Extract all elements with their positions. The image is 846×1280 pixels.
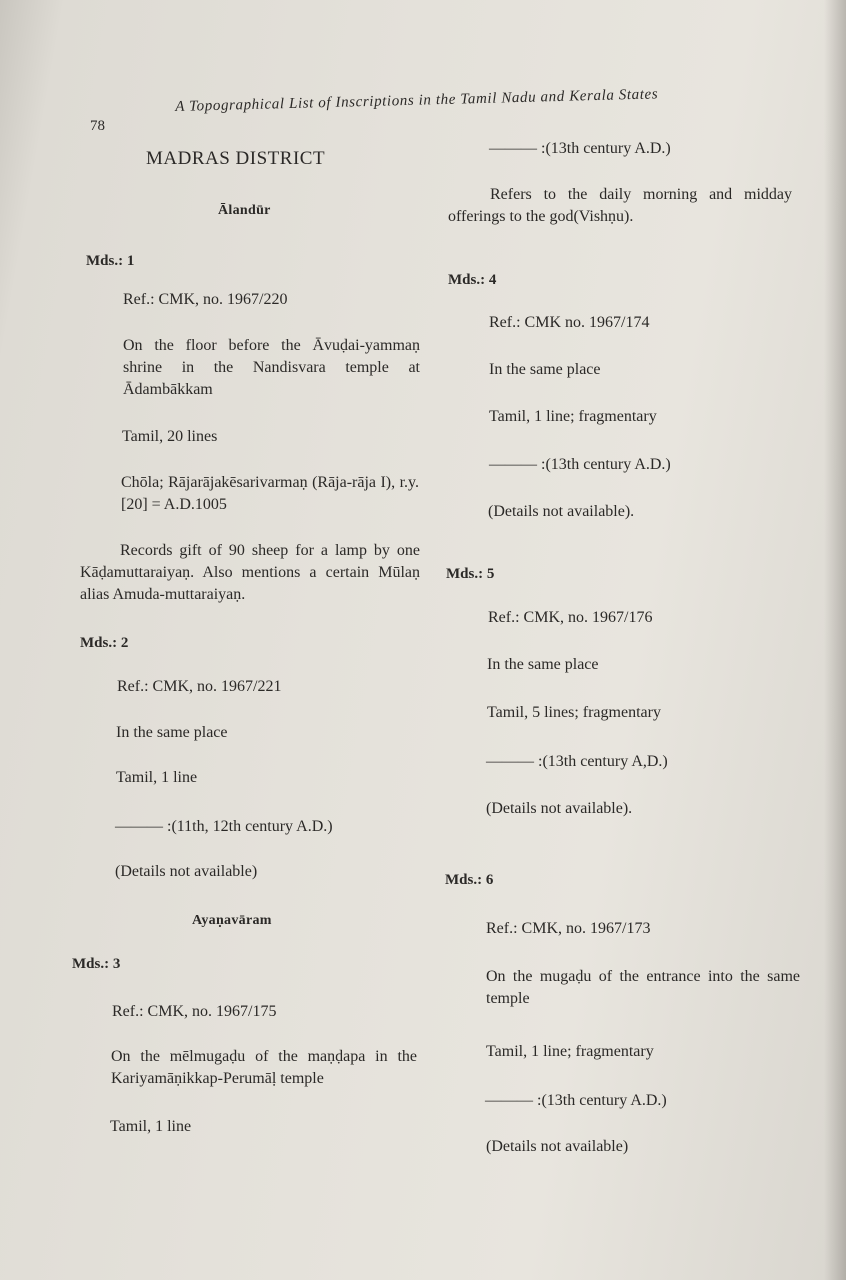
entry-heading-mds-2: Mds.: 2 bbox=[80, 635, 129, 651]
mds-2-date: ——— :(11th, 12th century A.D.) bbox=[115, 818, 333, 835]
entry-heading-mds-6: Mds.: 6 bbox=[445, 872, 494, 888]
mds-6-ref: Ref.: CMK, no. 1967/173 bbox=[486, 920, 651, 937]
mds-3-date: ——— :(13th century A.D.) bbox=[489, 140, 671, 157]
mds-3-summary: Refers to the daily morning and midday offerings to the god(Vishṇu). bbox=[448, 186, 792, 225]
place-heading-ayanavaram: Ayaṇavāram bbox=[192, 913, 272, 928]
page-number: 78 bbox=[90, 118, 105, 134]
mds-1-language: Tamil, 20 lines bbox=[122, 428, 218, 445]
mds-1-ref: Ref.: CMK, no. 1967/220 bbox=[123, 291, 288, 308]
mds-4-ref: Ref.: CMK no. 1967/174 bbox=[489, 314, 650, 331]
place-heading-alandur: Ālandūr bbox=[218, 203, 271, 218]
mds-4-date: ——— :(13th century A.D.) bbox=[489, 456, 671, 473]
mds-5-location: In the same place bbox=[487, 656, 599, 673]
mds-3-language: Tamil, 1 line bbox=[110, 1118, 192, 1135]
mds-4-location: In the same place bbox=[489, 361, 601, 378]
mds-4-details: (Details not available). bbox=[488, 503, 635, 520]
mds-2-ref: Ref.: CMK, no. 1967/221 bbox=[117, 678, 282, 695]
mds-5-date: ——— :(13th century A,D.) bbox=[486, 753, 668, 770]
district-heading: MADRAS DISTRICT bbox=[146, 148, 326, 169]
mds-3-location: On the mēlmugaḍu of the maṇḍapa in the Kariyamāṇikkap-Perumāḷ temple bbox=[111, 1048, 417, 1087]
mds-5-language: Tamil, 5 lines; fragmentary bbox=[487, 704, 661, 721]
mds-3-ref: Ref.: CMK, no. 1967/175 bbox=[112, 1003, 277, 1020]
mds-6-details: (Details not available) bbox=[486, 1138, 629, 1155]
mds-5-ref: Ref.: CMK, no. 1967/176 bbox=[488, 609, 653, 626]
entry-heading-mds-1: Mds.: 1 bbox=[86, 253, 135, 269]
mds-6-date: ——— :(13th century A.D.) bbox=[485, 1092, 667, 1109]
page-spine-shadow bbox=[824, 0, 846, 1280]
entry-heading-mds-5: Mds.: 5 bbox=[446, 566, 495, 582]
mds-2-location: In the same place bbox=[116, 724, 228, 741]
mds-1-dynasty: Chōla; Rājarājakēsarivarmaṇ (Rāja-rāja I), r.y.[20] = A.D.1005 bbox=[121, 474, 419, 513]
mds-2-details: (Details not available) bbox=[115, 863, 258, 880]
mds-6-language: Tamil, 1 line; fragmentary bbox=[486, 1043, 654, 1060]
mds-4-language: Tamil, 1 line; fragmentary bbox=[489, 408, 657, 425]
mds-1-location: On the floor before the Āvuḍai-yammaṇ shrine in the Nandisvara temple at Ādambākkam bbox=[123, 337, 420, 398]
entry-heading-mds-4: Mds.: 4 bbox=[448, 272, 497, 288]
entry-heading-mds-3: Mds.: 3 bbox=[72, 956, 121, 972]
mds-6-location: On the mugaḍu of the entrance into the same temple bbox=[486, 968, 800, 1007]
mds-2-language: Tamil, 1 line bbox=[116, 769, 198, 786]
running-header: A Topographical List of Inscriptions in the Tamil Nadu and Kerala States bbox=[175, 86, 659, 115]
mds-1-summary: Records gift of 90 sheep for a lamp by one Kāḍamuttaraiyaṇ. Also mentions a certain Mūlaṇ alias Amuda-muttaraiyaṇ. bbox=[80, 542, 420, 603]
mds-5-details: (Details not available). bbox=[486, 800, 633, 817]
